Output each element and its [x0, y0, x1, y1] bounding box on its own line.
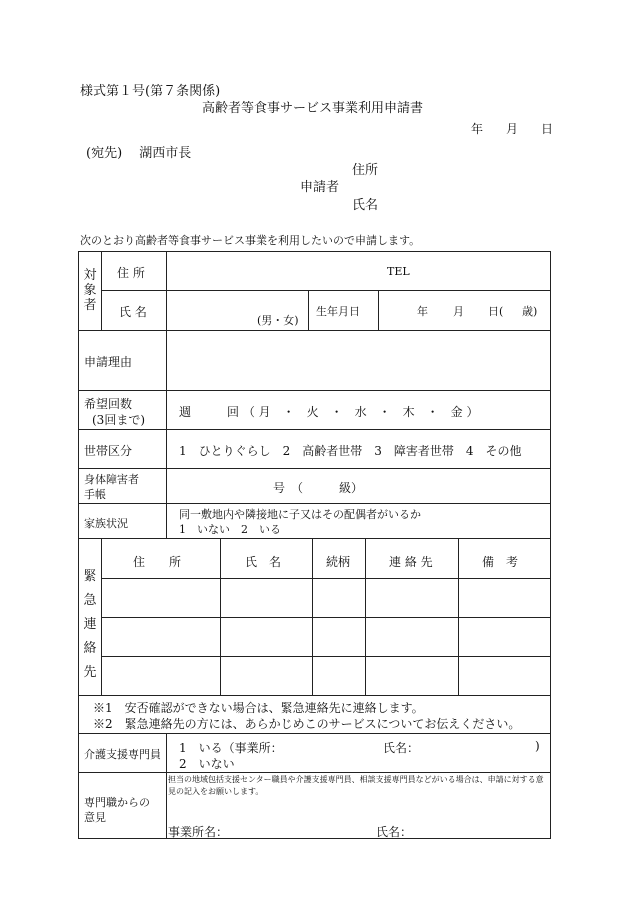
- applicant-label: 申請者: [300, 180, 340, 195]
- disability-field[interactable]: 号 （ 級）: [273, 481, 364, 495]
- emergency-row-3-remarks[interactable]: [459, 657, 550, 695]
- form-number: 様式第１号(第７条関係): [80, 84, 221, 99]
- opinion-text-field[interactable]: [167, 800, 550, 820]
- household-options[interactable]: 1 ひとりぐらし 2 高齢者世帯 3 障害者世帯 4 その他: [179, 444, 522, 458]
- subject-tel-label: TEL: [387, 265, 410, 278]
- emergency-vertical-char: 急: [83, 593, 97, 608]
- care-manager-label: 介護支援専門員: [84, 748, 161, 761]
- emergency-vertical-char: 絡: [83, 641, 97, 656]
- emergency-row-3-relation[interactable]: [313, 657, 365, 695]
- gender-select[interactable]: (男・女): [257, 314, 299, 327]
- frequency-label: 希望回数: [84, 397, 133, 411]
- subject-address-field[interactable]: [167, 252, 550, 290]
- emergency-vertical-char: 連: [83, 617, 97, 632]
- birth-month-label: 月: [453, 305, 464, 318]
- applicant-name-label: 氏名: [352, 198, 379, 213]
- subject-vertical-char: 対: [83, 268, 97, 283]
- care-manager-name-label: 氏名：: [383, 741, 420, 755]
- family-question: 同一敷地内や隣接地に子又はその配偶者がいるか: [179, 508, 421, 521]
- frequency-field[interactable]: 週 回 （ 月 ・ 火 ・ 水 ・ 木 ・ 金 ）: [179, 405, 479, 419]
- subject-address-label: 住 所: [117, 266, 145, 280]
- birth-day-label: 日(: [488, 305, 504, 318]
- emergency-row-3-contact[interactable]: [366, 657, 458, 695]
- subject-name-label: 氏 名: [119, 305, 147, 319]
- emergency-vertical-label: [80, 565, 100, 685]
- family-label: 家族状況: [84, 517, 128, 530]
- opinion-name-label: 氏名：: [376, 825, 413, 839]
- addressee: (宛先) 湖西市長: [86, 146, 192, 161]
- opinion-label: 専門職からの: [84, 796, 150, 809]
- emergency-vertical-char: 緊: [83, 569, 97, 584]
- date-year-label: 年: [471, 122, 484, 136]
- subject-vertical-char: 象: [83, 283, 97, 298]
- date-day-label: 日: [541, 122, 554, 136]
- opinion-instruction: 担当の地域包括支援センター職員や介護支援専門員、相談支援専門員などがいる場合は、申請に対する意見の記入をお願いします。: [168, 775, 544, 796]
- emergency-row-1-relation[interactable]: [313, 579, 365, 617]
- emergency-row-2-remarks[interactable]: [459, 618, 550, 656]
- emergency-row-3-name[interactable]: [221, 657, 312, 695]
- note-2: ※2 緊急連絡先の方には、あらかじめこのサービスについてお伝えください。: [93, 717, 521, 731]
- subject-vertical-char: 者: [83, 298, 97, 313]
- form-title: 高齢者等食事サービス事業利用申請書: [202, 101, 424, 116]
- emergency-col-contact: 連 絡 先: [389, 555, 433, 569]
- emergency-vertical-char: 先: [83, 665, 97, 680]
- intro-text: 次のとおり高齢者等食事サービス事業を利用したいので申請します。: [80, 234, 421, 247]
- family-options[interactable]: 1 いない 2 いる: [179, 523, 281, 536]
- note-1: ※1 安否確認ができない場合は、緊急連絡先に連絡します。: [93, 701, 424, 715]
- frequency-limit-label: (3回まで): [92, 413, 145, 427]
- opinion-office-field[interactable]: [232, 821, 372, 837]
- emergency-row-1-address[interactable]: [102, 579, 220, 617]
- birth-year-label: 年: [417, 305, 428, 318]
- subject-vertical-label: [80, 268, 100, 313]
- age-label: 歳): [522, 305, 538, 318]
- disability-label-2: 手帳: [84, 488, 106, 501]
- emergency-row-1-contact[interactable]: [366, 579, 458, 617]
- emergency-row-2-contact[interactable]: [366, 618, 458, 656]
- date-month-label: 月: [506, 122, 519, 136]
- care-manager-option-yes[interactable]: 1 いる（事業所：: [179, 741, 283, 755]
- birth-date-label: 生年月日: [316, 305, 360, 318]
- household-label: 世帯区分: [84, 444, 133, 458]
- disability-label: 身体障害者: [84, 473, 139, 486]
- emergency-col-address: 住 所: [133, 555, 182, 569]
- emergency-col-remarks: 備 考: [482, 555, 519, 569]
- emergency-row-2-relation[interactable]: [313, 618, 365, 656]
- emergency-row-1-remarks[interactable]: [459, 579, 550, 617]
- reason-label: 申請理由: [84, 355, 133, 369]
- opinion-name-field[interactable]: [418, 821, 548, 837]
- emergency-col-relation: 続柄: [326, 555, 351, 569]
- emergency-row-3-address[interactable]: [102, 657, 220, 695]
- emergency-row-2-address[interactable]: [102, 618, 220, 656]
- opinion-office-label: 事業所名：: [168, 825, 229, 839]
- reason-field[interactable]: [167, 331, 550, 390]
- emergency-row-1-name[interactable]: [221, 579, 312, 617]
- care-manager-option-no[interactable]: 2 いない: [179, 757, 235, 771]
- care-manager-close-paren: ): [535, 739, 540, 753]
- emergency-row-2-name[interactable]: [221, 618, 312, 656]
- emergency-col-name: 氏 名: [245, 555, 282, 569]
- applicant-address-label: 住所: [352, 163, 379, 178]
- opinion-label-2: 意見: [84, 811, 106, 824]
